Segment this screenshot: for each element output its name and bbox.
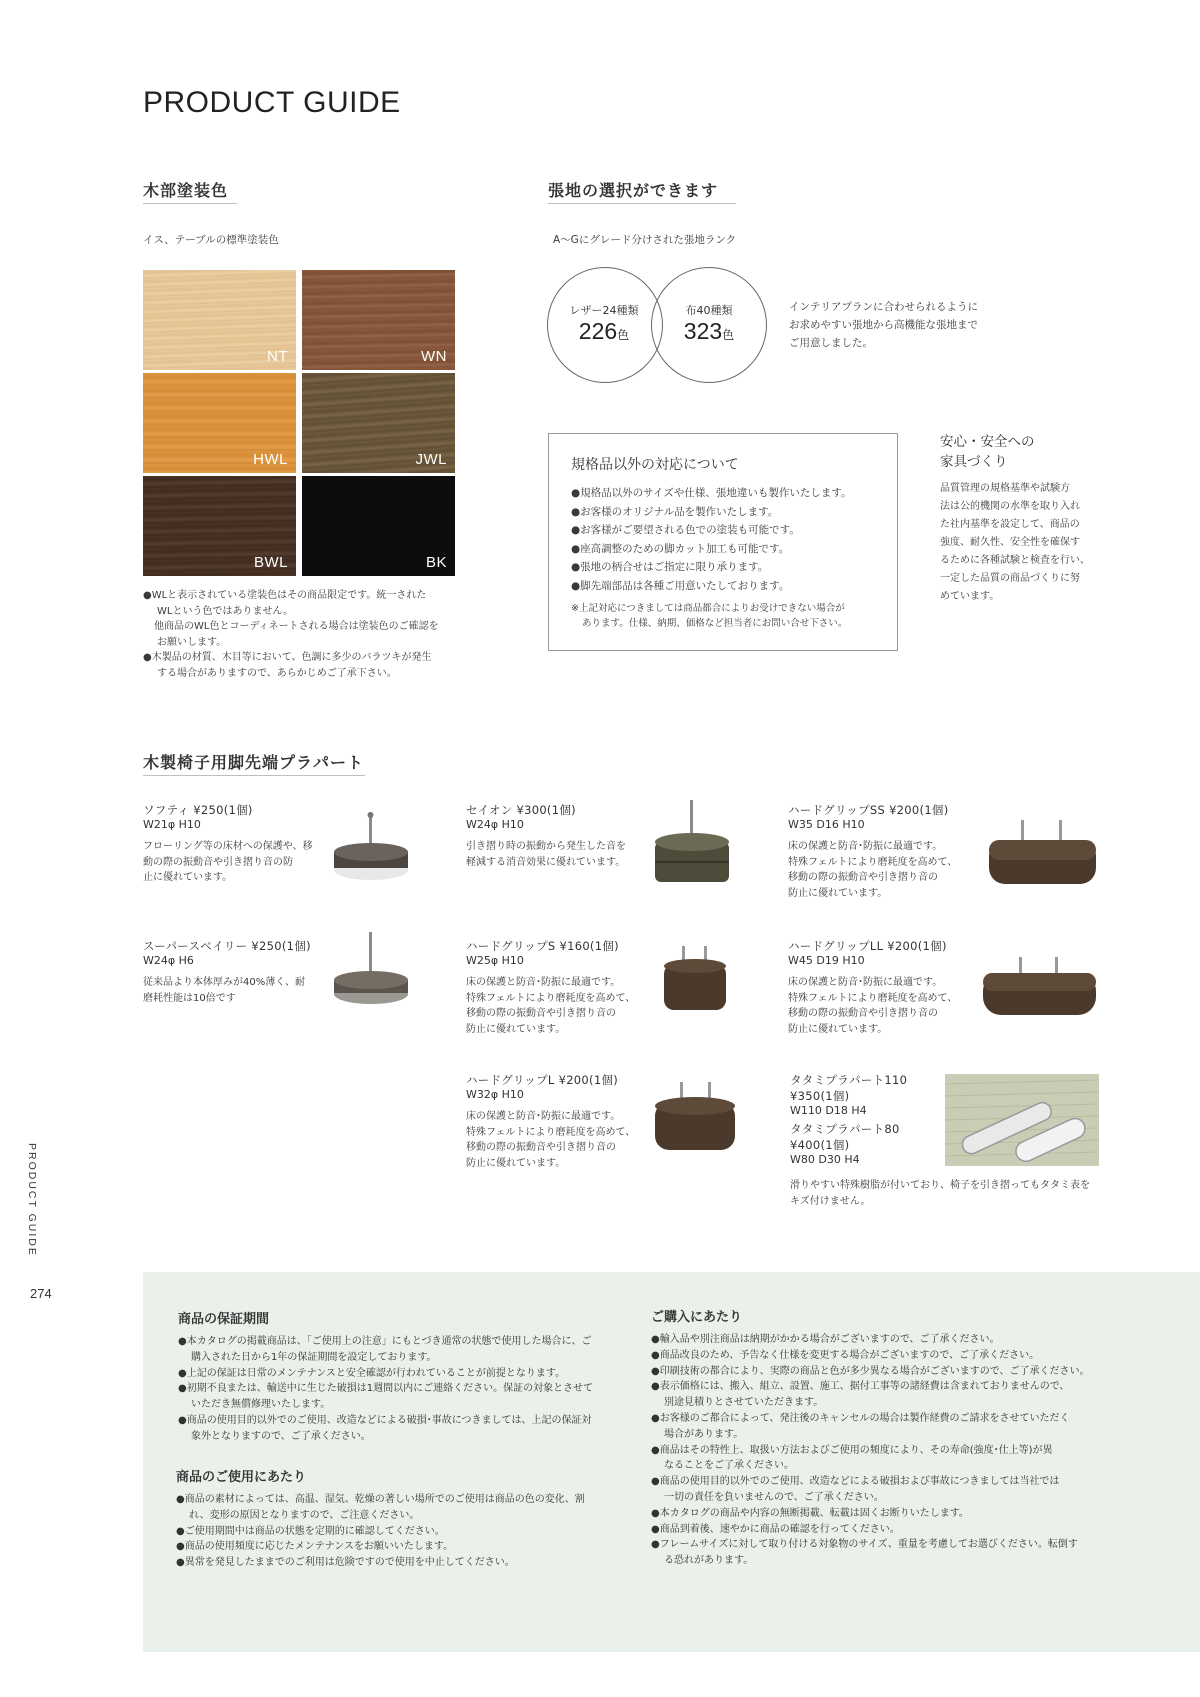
custom-items	[571, 484, 851, 595]
leather-label: レザー24種類	[569, 304, 639, 317]
custom-item: ●張地の柄合せはご指定に限り承ります。	[571, 561, 769, 573]
fabric-title-rule	[548, 203, 736, 204]
custom-item: ●お客様がご要望される色での塗装も可能です。	[571, 524, 800, 536]
swatch-label: JWL	[415, 451, 447, 468]
wood-note: お願いします。	[157, 636, 227, 648]
hardgrip-ss-image	[985, 818, 1100, 890]
part-tatami: タタミプラパート110 ¥350(1個) W110 D18 H4 タタミプラパート80 ¥400(1個) W80 D30 H4	[790, 1073, 908, 1166]
warranty-title: 商品の保証期間	[178, 1312, 270, 1327]
part-hardgrip-ll: ハードグリップLL ¥200(1個) W45 D19 H10 床の保護と防音･防振に最適です。 特殊フェルトにより磨耗度を高めて、 移動の際の振動音や引き摺り音の 防止に優れています。	[788, 939, 958, 1035]
wood-subtitle: イス、テーブルの標準塗装色	[143, 234, 279, 246]
usage-title: 商品のご使用にあたり	[176, 1470, 307, 1485]
custom-item: ●お客様のオリジナル品を製作いたします。	[571, 505, 779, 518]
custom-item: ●規格品以外のサイズや仕様、張地違いも製作いたします。	[571, 487, 852, 499]
side-label: PRODUCT GUIDE	[26, 1143, 38, 1257]
safety-text: 品質管理の規格基準や試験方 法は公的機関の水準を取り入れ た社内基準を設定して、商品の 強度、耐久性、安全性を確保す るために各種試験と検査を行い、 一定した品質の商品づくりに努 めています。	[940, 483, 1090, 602]
custom-item: ●座高調整のための脚カット加工も可能です。	[571, 542, 790, 555]
custom-title: 規格品以外の対応について	[571, 457, 739, 473]
hardgrip-l-image	[652, 1082, 738, 1154]
tatami-description: 滑りやすい特殊樹脂が付いており、椅子を引き摺ってもタタミ表を キズ付けません。	[790, 1180, 1090, 1207]
wood-note: ●WLと表示されている塗装色はその商品限定です。統一された	[143, 590, 427, 601]
fabric-description: インテリアプランに合わせられるように お求めやすい張地から高機能な張地まで ご用意しました。	[789, 301, 978, 349]
swatch-bwl	[143, 476, 296, 576]
parts-section-title: 木製椅子用脚先端プラパート	[143, 753, 365, 772]
page-title: PRODUCT GUIDE	[143, 86, 401, 119]
softy-image	[330, 812, 412, 892]
swatch-label: HWL	[253, 451, 288, 468]
wood-note: する場合がありますので、あらかじめご了承下さい。	[157, 667, 397, 679]
wood-notes	[143, 588, 473, 681]
wood-section-title: 木部塗装色	[143, 181, 229, 200]
tatami-image	[945, 1074, 1099, 1166]
wood-note: WLという色ではありません。	[157, 605, 294, 617]
wood-title-rule	[143, 203, 237, 204]
swatch-label: NT	[267, 348, 288, 365]
safety-title: 安心・安全への 家具づくり	[940, 434, 1035, 470]
part-hardgrip-ss: ハードグリップSS ¥200(1個) W35 D16 H10 床の保護と防音･防振に最適です。 特殊フェルトにより磨耗度を高めて、 移動の際の振動音や引き摺り音の 防止に優れています。	[788, 803, 958, 899]
part-seion: セイオン ¥300(1個) W24φ H10 引き摺り時の振動から発生した音を 軽減する消音効果に優れています。	[466, 803, 626, 868]
cloth-count: 323色	[683, 318, 735, 344]
super-subeiry-image	[330, 932, 412, 1014]
custom-note: ※上記対応につきましては商品都合によりお受けできない場合が あります。仕様、納期、価格など担当者にお問い合せ下さい。	[571, 603, 848, 629]
hardgrip-ll-image	[979, 955, 1100, 1021]
seion-image	[652, 800, 732, 892]
custom-item: ●脚先端部品は各種ご用意いたしております。	[571, 579, 790, 592]
swatch-bk	[302, 476, 455, 576]
swatch-label: BWL	[253, 554, 288, 571]
part-softy: ソフティ ¥250(1個) W21φ H10 フローリング等の床材への保護や、移 動の際の振動音や引き摺り音の防 止に優れています。	[143, 803, 313, 883]
warranty-list: ●本カタログの掲載商品は、「ご使用上の注意」にもとづき通常の状態で使用した場合に、ご 購入された日から1年の保証期間を設定しております。 ●上記の保証は日常のメンテナンスと安全確認が行われていることが前提となります。 ●初期不良または、輸送中に生じた破損は1週間以内にご連絡ください。保証の対象とさせて いただき無償修理いたします。 ●商品の使用目的以外でのご使用、改造などによる破損･事故につきましては、上記の保証対 象外となりますので、ご了承ください。	[178, 1336, 594, 1442]
part-super-subeiry: スーパースベイリー ¥250(1個) W24φ H6 従来品より本体厚みが40%薄く、耐 磨耗性能は10倍です	[143, 939, 311, 1004]
usage-list: ●商品の素材によっては、高温、湿気、乾燥の著しい場所でのご使用は商品の色の変化、割 れ、変形の原因となりますので、ご注意ください。 ●ご使用期間中は商品の状態を定期的に確認してください。 ●商品の使用頻度に応じたメンテナンスをお願いいたします。 ●異常を発見したままでのご利用は危険ですので使用を中止してください。	[176, 1494, 585, 1569]
cloth-label: 布40種類	[685, 304, 733, 317]
page-number: 274	[30, 1286, 52, 1301]
part-hardgrip-l: ハードグリップL ¥200(1個) W32φ H10 床の保護と防音･防振に最適です。 特殊フェルトにより磨耗度を高めて、 移動の際の振動音や引き摺り音の 防止に優れています。	[466, 1073, 636, 1169]
swatch-jwl	[302, 373, 455, 473]
wood-note: ●木製品の材質、木目等において、色調に多少のバラツキが発生	[143, 652, 432, 663]
parts-title-rule	[143, 775, 365, 776]
custom-order-box	[548, 433, 898, 651]
swatch-nt	[143, 270, 296, 370]
swatch-hwl	[143, 373, 296, 473]
fabric-subtitle: A～Gにグレード分けされた張地ランク	[553, 234, 737, 246]
swatch-label: BK	[425, 554, 447, 571]
fabric-section-title: 張地の選択ができます	[548, 181, 719, 200]
swatch-wn	[302, 270, 455, 370]
swatch-label: WN	[421, 348, 447, 365]
part-hardgrip-s: ハードグリップS ¥160(1個) W25φ H10 床の保護と防音･防振に最適です。 特殊フェルトにより磨耗度を高めて、 移動の際の振動音や引き摺り音の 防止に優れています。	[466, 939, 636, 1035]
leather-count: 226色	[578, 318, 630, 344]
purchase-title: ご購入にあたり	[651, 1310, 743, 1325]
hardgrip-s-image	[660, 946, 730, 1014]
purchase-list: ●輸入品や別注商品は納期がかかる場合がございますので、ご了承ください。 ●商品改良のため、予告なく仕様を変更する場合がございますので、ご了承ください。 ●印刷技術の都合により、実際の商品と色が多少異なる場合がございますので、ご了承ください。 ●表示価格には、搬入、組立、設置、施工、据付工事等の諸経費は含まれておりませんので、 別途見積りとさせていただきます。 ●お客様のご都合によって、発注後のキャンセルの場合は製作経費のご請求をさせていただく 場合があります。 ●商品はその特性上、取扱い方法およびご使用の頻度により、その寿命(強度･仕上等)が異 なることをご了承ください。 ●商品の使用目的以外でのご使用、改造などによる破損および事故につきましては当社では 一切の責任を負いませんので、ご了承ください。 ●本カタログの商品や内容の無断掲載、転載は固くお断りいたします。 ●商品到着後、速やかに商品の確認を行ってください。 ●フレームサイズに対して取り付ける対象物のサイズ、重量を考慮してお選びください。転倒す る恐れがあります。	[651, 1334, 1090, 1567]
wood-note: 他商品のWL色とコーディネートされる場合は塗装色のご確認を	[154, 621, 439, 632]
